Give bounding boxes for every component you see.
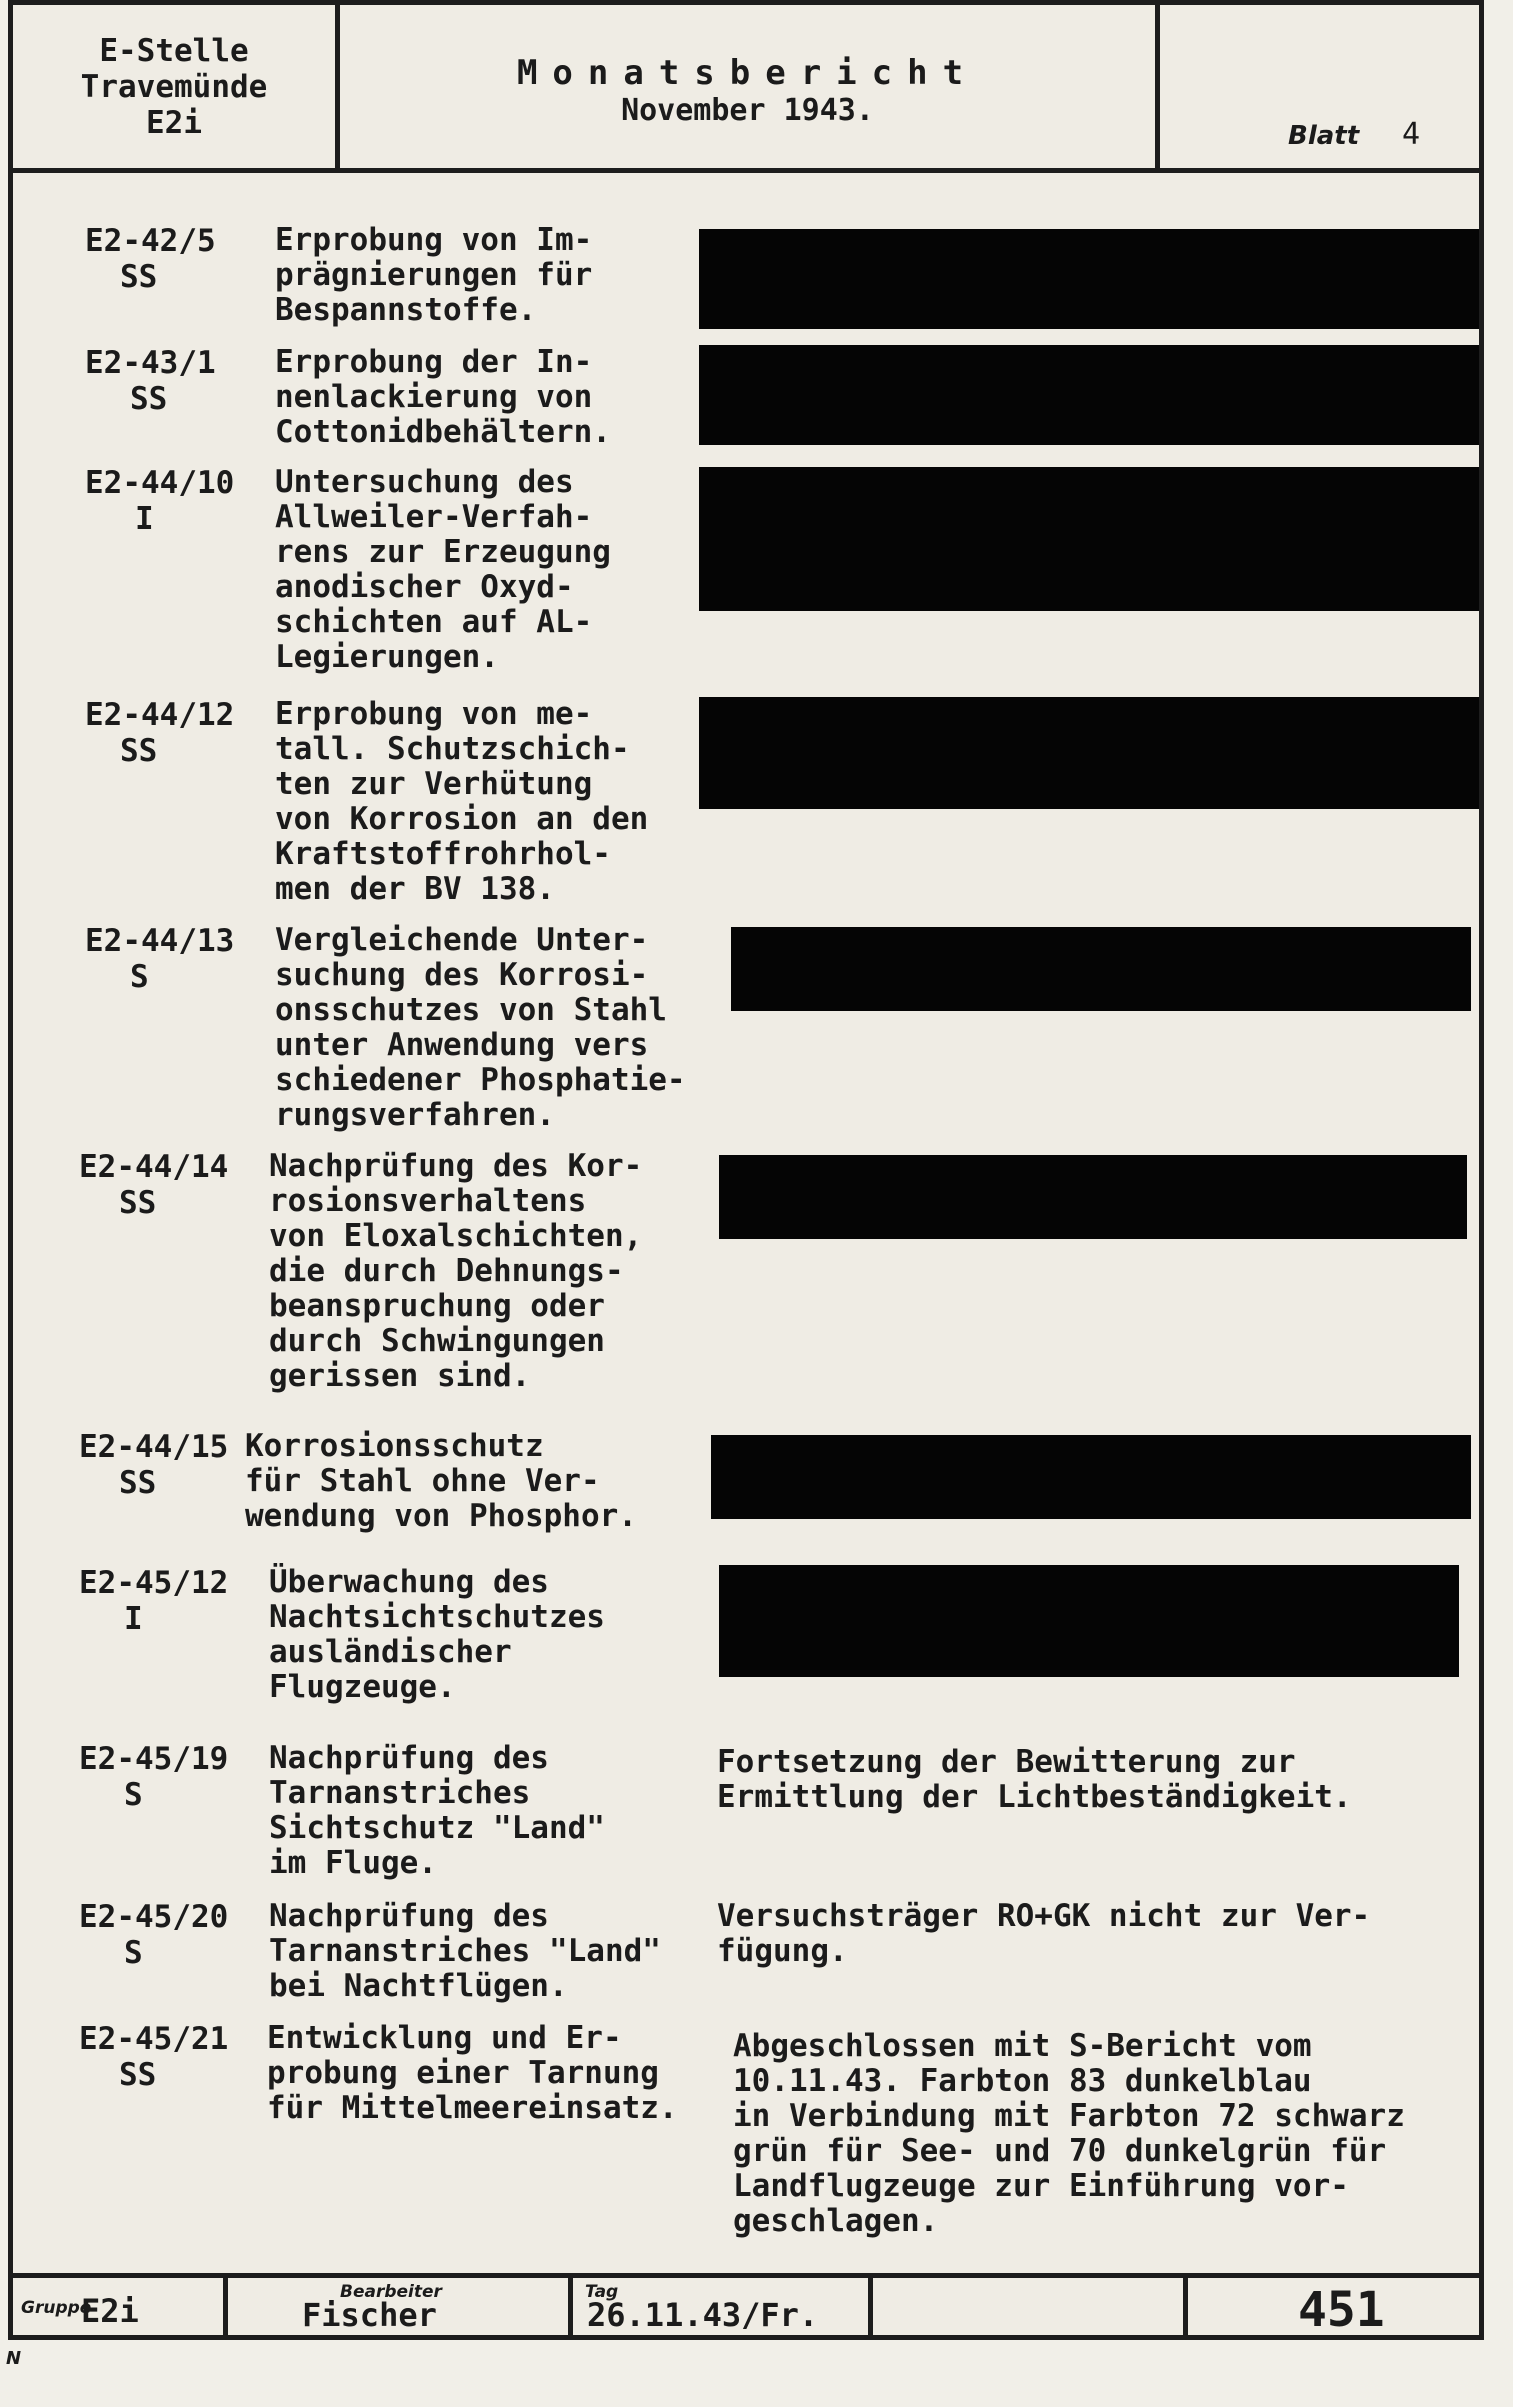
entry-title: Nachprüfung des Tarnanstriches "Land" bei Nachtflügen. xyxy=(269,1898,661,2004)
editor-cell xyxy=(228,2278,573,2335)
group-cell xyxy=(13,2278,228,2335)
entry-code xyxy=(79,1741,228,1813)
code-number: E2-42/5 xyxy=(85,223,216,259)
report-footer xyxy=(13,2273,1479,2338)
page-number-cell xyxy=(1188,2278,1479,2338)
code-number: E2-44/14 xyxy=(79,1149,229,1185)
redaction-bar xyxy=(719,1155,1467,1239)
code-number: E2-43/1 xyxy=(85,345,216,381)
entry-code xyxy=(85,923,234,995)
redaction-bar xyxy=(711,1435,1471,1519)
date-label: Tag xyxy=(585,2282,619,2302)
entry-code xyxy=(79,1565,228,1637)
entry-code xyxy=(85,345,216,417)
entry-code xyxy=(79,1149,228,1221)
entry-title: Untersuchung des Allweiler-Verfah- rens zur Erzeugung anodischer Oxyd- schichten auf AL- Legierungen. xyxy=(275,464,611,675)
redaction-bar xyxy=(731,927,1471,1011)
report-subtitle: November 1943. xyxy=(621,93,874,128)
entry-title: Vergleichende Unter- suchung des Korrosi- onsschutzes von Stahl unter Anwendung vers schiedener Phosphatie- rungsverfahren. xyxy=(275,922,686,1133)
code-number: E2-44/15 xyxy=(79,1429,229,1465)
entry-title: Erprobung der In- nenlackierung von Cottonidbehältern. xyxy=(275,344,611,450)
code-number: E2-45/20 xyxy=(79,1899,229,1935)
sheet-box xyxy=(1160,5,1479,168)
report-title: Monatsbericht xyxy=(516,53,979,93)
sheet-label: Blatt xyxy=(1288,121,1360,151)
entry-code xyxy=(85,465,234,537)
code-class: SS xyxy=(120,259,158,295)
code-class: S xyxy=(124,1935,143,1971)
code-number: E2-45/12 xyxy=(79,1565,229,1601)
code-class: S xyxy=(130,959,149,995)
code-class: S xyxy=(124,1777,143,1813)
code-number: E2-44/10 xyxy=(85,465,235,501)
code-number: E2-44/13 xyxy=(85,923,235,959)
redaction-bar xyxy=(699,467,1479,611)
code-class: SS xyxy=(119,1465,157,1501)
entry-title: Überwachung des Nachtsichtschutzes ausländischer Flugzeuge. xyxy=(269,1564,605,1705)
entry-code xyxy=(85,223,216,295)
office-box xyxy=(13,5,340,168)
blank-cell xyxy=(873,2278,1188,2335)
office-line1: E-Stelle xyxy=(99,33,249,69)
entry-code xyxy=(79,2021,228,2093)
entry-title: Nachprüfung des Tarnanstriches Sichtschutz "Land" im Fluge. xyxy=(269,1740,605,1881)
code-number: E2-44/12 xyxy=(85,697,235,733)
code-class: SS xyxy=(119,1185,157,1221)
entry-title: Entwicklung und Er- probung einer Tarnung für Mittelmeereinsatz. xyxy=(267,2020,678,2126)
code-number: E2-45/19 xyxy=(79,1741,229,1777)
entry-result: Fortsetzung der Bewitterung zur Ermittlung der Lichtbeständigkeit. xyxy=(717,1744,1352,1815)
page-number: 451 xyxy=(1298,2282,1385,2338)
entry-result: Abgeschlossen mit S-Bericht vom 10.11.43. Farbton 83 dunkelblau in Verbindung mit Farbton 72 schwarz grün für See- und 70 dunkelgrün für Landflugzeuge zur Einführung vor- geschlagen. xyxy=(733,2028,1405,2239)
office-line2: Travemünde xyxy=(80,69,268,105)
date-cell xyxy=(573,2278,873,2335)
entry-code xyxy=(85,697,234,769)
title-box xyxy=(340,5,1160,168)
code-class: SS xyxy=(130,381,168,417)
entry-title: Korrosionsschutz für Stahl ohne Ver- wendung von Phosphor. xyxy=(245,1428,637,1534)
date-value: 26.11.43/Fr. xyxy=(587,2296,819,2334)
report-header xyxy=(13,5,1479,173)
code-class: SS xyxy=(119,2057,157,2093)
entry-title: Erprobung von Im- prägnierungen für Bespannstoffe. xyxy=(275,222,593,328)
entry-title: Erprobung von me- tall. Schutzschich- ten zur Verhütung von Korrosion an den Kraftstoffrohrhol- men der BV 138. xyxy=(275,696,649,907)
code-class: SS xyxy=(120,733,158,769)
office-line3: E2i xyxy=(146,105,202,141)
report-frame xyxy=(8,0,1484,2340)
group-label: Gruppe xyxy=(21,2298,92,2318)
code-class: I xyxy=(124,1601,143,1637)
entry-title: Nachprüfung des Kor- rosionsverhaltens von Eloxalschichten, die durch Dehnungs- beanspruchung oder durch Schwingungen gerissen sind. xyxy=(269,1148,643,1394)
entry-code xyxy=(79,1899,228,1971)
editor-value: Fischer xyxy=(302,2296,437,2334)
redaction-bar xyxy=(719,1565,1459,1677)
redaction-bar xyxy=(699,229,1479,329)
redaction-bar xyxy=(699,697,1479,809)
sheet-number: 4 xyxy=(1402,117,1421,152)
code-class: I xyxy=(135,501,154,537)
entry-code xyxy=(79,1429,228,1501)
entry-result: Versuchsträger RO+GK nicht zur Ver- fügung. xyxy=(717,1898,1371,1969)
code-number: E2-45/21 xyxy=(79,2021,229,2057)
group-value: E2i xyxy=(81,2292,139,2330)
redaction-bar xyxy=(699,345,1479,445)
editor-label: Bearbeiter xyxy=(340,2282,442,2302)
corner-mark: N xyxy=(6,2348,22,2369)
